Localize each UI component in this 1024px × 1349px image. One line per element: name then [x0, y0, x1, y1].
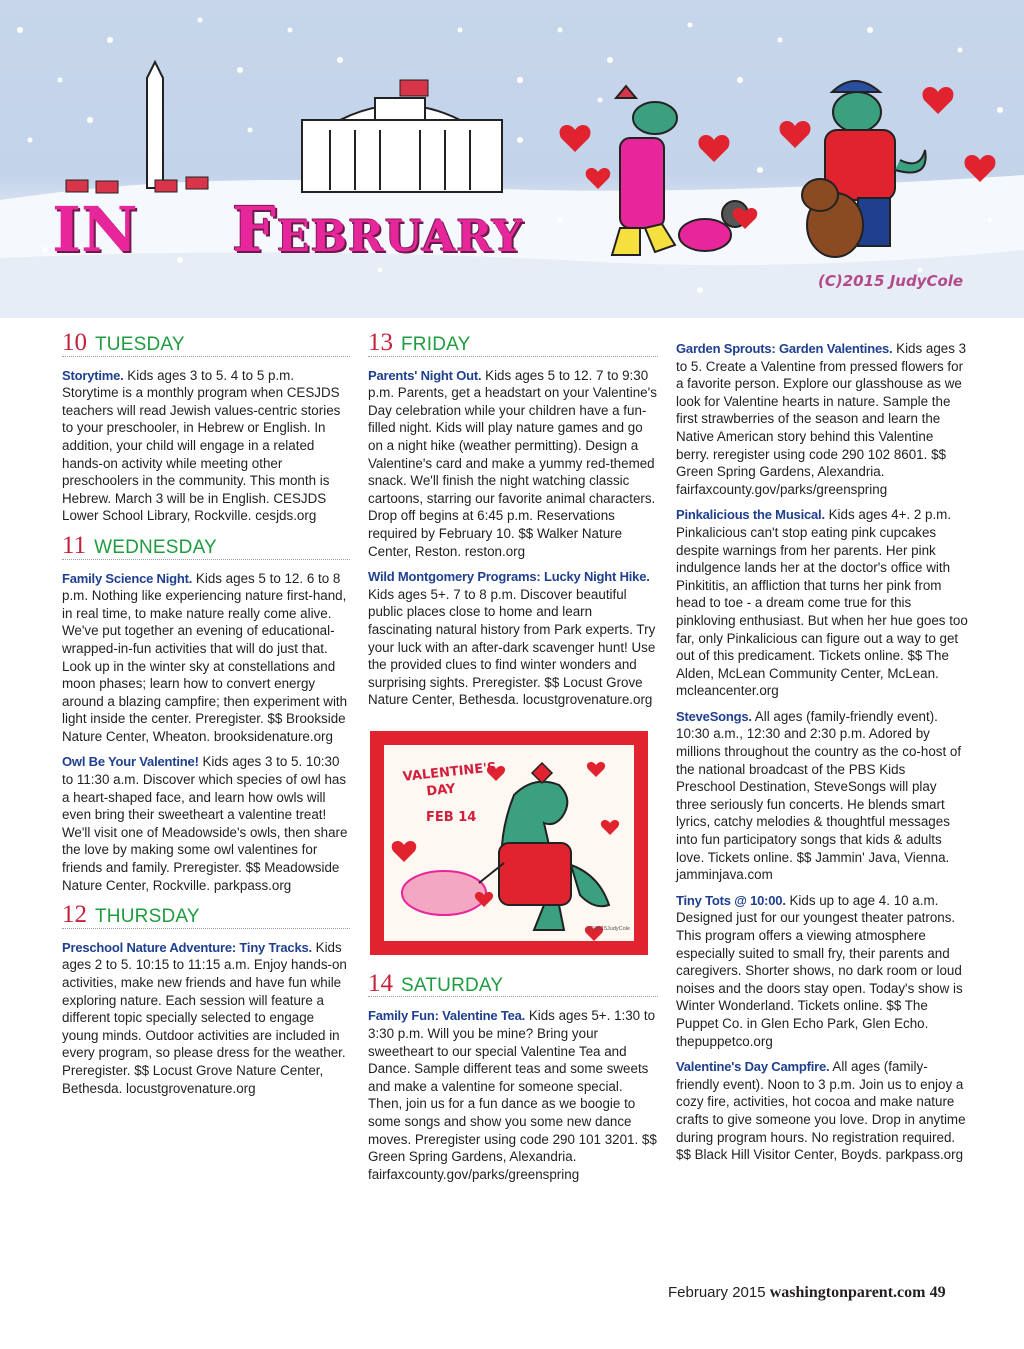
- event-title: Wild Montgomery Programs: Lucky Night Hike.: [368, 569, 650, 585]
- day-number: 10: [62, 329, 87, 356]
- day-header-13: [368, 329, 658, 357]
- event-title: SteveSongs.: [676, 708, 752, 724]
- event-tiny-tracks: [62, 939, 350, 1097]
- column-1: [62, 329, 350, 1105]
- day-number: 13: [368, 329, 393, 356]
- event-tiny-tots: [676, 892, 968, 1050]
- event-body: Kids up to age 4. 10 a.m. Designed just for our youngest theater patrons. This program offers a viewing atmosphere especially suited to small fry, their parents and caregivers. Shorter shows, no dark room or loud noises and the doors stay open. Today's show is Winter Wonderland. Tickets online. $$ The Puppet Co. in Glen Echo Park, Glen Echo. thepuppetco.org: [676, 892, 963, 1049]
- winter-scene-illustration: [0, 0, 1024, 318]
- event-body: All ages (family-friendly event). 10:30 a.m., 12:30 and 2:30 p.m. Adored by millions throughout the country as the co-host of the national broadcast of the PBS Kids Preschool Destination, SteveSongs will play three seriously fun concerts. He blends smart lyrics, catchy melodies & thoughtful messages into fun participatory songs that kids & adults love. Tickets online. $$ Jammin' Java, Vienna. jamminjava.com: [676, 708, 962, 883]
- column-2: [368, 329, 658, 1191]
- card-credit: (C)2015JudyCole: [587, 926, 630, 933]
- day-name: THURSDAY: [95, 906, 200, 928]
- day-header-14: [368, 969, 658, 998]
- card-inner: [384, 745, 634, 941]
- event-title: Owl Be Your Valentine!: [62, 754, 199, 770]
- event-body: Kids ages 3 to 5. 10:30 to 11:30 a.m. Discover which species of owl has a heart-shaped face, and learn how owls will even bring their sweetheart a valentine treat! We'll visit one of Meadowside's owls, then share the love by making some owl valentines for friends and family. Preregister. $$ Meadowside Nature Center, Rockville. parkpass.org: [62, 754, 348, 893]
- page-footer: [668, 1284, 946, 1302]
- white-house-drawing: [302, 98, 502, 192]
- day-header-12: [62, 901, 350, 929]
- footer-site: washingtonparent.com: [769, 1284, 926, 1301]
- event-title: Family Fun: Valentine Tea.: [368, 1008, 526, 1024]
- event-title: Pinkalicious the Musical.: [676, 507, 825, 523]
- event-stevesongs: [676, 708, 968, 884]
- event-title: Tiny Tots @ 10:00.: [676, 892, 786, 908]
- event-lucky-night-hike: [368, 568, 658, 709]
- monument-drawing: [147, 62, 163, 188]
- day-name: WEDNESDAY: [94, 536, 217, 558]
- day-number: 11: [62, 531, 87, 559]
- event-body: All ages (family-friendly event). Noon to 3 p.m. Join us to enjoy a cozy fire, activities, hot cocoa and make nature crafts to give someone you love. Drop in anytime during program hours. No registration required. $$ Black Hill Visitor Center, Boyds. parkpass.org: [676, 1059, 966, 1163]
- event-garden-valentines: [676, 340, 968, 498]
- event-family-science-night: [62, 570, 350, 746]
- event-title: Storytime.: [62, 367, 124, 383]
- banner-title-month: February: [232, 193, 524, 266]
- event-title: Parents' Night Out.: [368, 367, 482, 383]
- valentine-card-illustration: [370, 731, 648, 955]
- event-title: Family Science Night.: [62, 570, 193, 586]
- event-pinkalicious: [676, 506, 968, 700]
- day-header-10: [62, 329, 350, 357]
- event-body: Kids ages 3 to 5. Create a Valentine from pressed flowers for a favorite person. Explore our glasshouse as we look for Valentine hearts in nature. Sample the first strawberries of the season and learn the Native American story behind this Valentine berry. reregister using code 290 102 8601. $$ Green Spring Gardens, Alexandria. fairfaxcounty.gov/parks/greenspring: [676, 341, 967, 497]
- day-name: SATURDAY: [401, 974, 504, 996]
- event-body: Kids ages 4+. 2 p.m. Pinkalicious can't stop eating pink cupcakes despite warnings from her parents. Her pink indulgence lands her at the doctor's office with Pinkititis, an affliction that turns her pink from head to toe - a dream come true for this pinkloving enthusiast. But when her hue goes too far, only Pinkalicious can figure out a way to get out of this predicament. Tickets online. $$ The Alden, McLean Community Center, McLean. mcleancenter.org: [676, 507, 968, 699]
- event-owl-valentine: [62, 753, 350, 894]
- day-name: TUESDAY: [95, 334, 185, 355]
- day-number: 12: [62, 901, 87, 929]
- footer-month: February 2015: [668, 1284, 766, 1301]
- event-parents-night-out: [368, 367, 658, 561]
- day-header-11: [62, 531, 350, 560]
- event-storytime: [62, 367, 350, 525]
- header-illustration: [0, 0, 1024, 318]
- event-title: Garden Sprouts: Garden Valentines.: [676, 341, 893, 356]
- card-date: FEB 14: [426, 809, 477, 825]
- event-body: Kids ages 5+. 1:30 to 3:30 p.m. Will you be mine? Bring your sweetheart to our special Valentine Tea and Dance. Sample different teas and some sweets and make a valentine for someone special. Then, join us for a fun dance as we boogie to some songs and show you some new dance moves. Preregister using code 290 101 3201. $$ Green Spring Gardens, Alexandria. fairfaxcounty.gov/parks/greenspring: [368, 1008, 657, 1182]
- banner-title-in: IN: [52, 193, 138, 266]
- card-line-2: DAY: [425, 781, 457, 800]
- event-body: Kids ages 5+. 7 to 8 p.m. Discover beautiful public places close to home and learn fascinating natural history from Park experts. Try your luck with an after-dark scavenger hunt! Use the provided clues to find winter wonders and surprising sights. Preregister. $$ Locust Grove Nature Center, Bethesda. locustgrovenature.org: [368, 586, 656, 708]
- banner-copyright: (C)2015 JudyCole: [818, 272, 964, 290]
- event-valentine-tea: [368, 1007, 658, 1183]
- day-name: FRIDAY: [401, 334, 471, 355]
- event-title: Preschool Nature Adventure: Tiny Tracks.: [62, 939, 312, 955]
- card-line-1: VALENTINE'S: [402, 760, 498, 785]
- event-body: Kids ages 2 to 5. 10:15 to 11:15 a.m. Enjoy hands-on activities, make new friends and have fun while exploring nature. Each session will feature a different topic specially selected to engage young minds. Outdoor activities are included in every program, so please dress for the weather. Preregister. $$ Locust Grove Nature Center, Bethesda. locustgrovenature.org: [62, 939, 347, 1096]
- event-valentines-campfire: [676, 1058, 968, 1164]
- page-number: 49: [929, 1284, 946, 1301]
- day-number: 14: [368, 969, 393, 997]
- event-body: Kids ages 3 to 5. 4 to 5 p.m. Storytime is a monthly program when CESJDS teachers will read Jewish values-centric stories to your preschooler, in Hebrew or English. In addition, your child will engage in a related hands-on activity while meeting other preschoolers in the community. This month is Hebrew. March 3 will be in English. CESJDS Lower School Library, Rockville. cesjds.org: [62, 367, 341, 524]
- event-title: Valentine's Day Campfire.: [676, 1059, 830, 1075]
- event-body: Kids ages 5 to 12. 6 to 8 p.m. Nothing like experiencing nature first-hand, in real time, to make nature really come alive. We've put together an evening of educational-wrapped-in-fun activities that will do just that. Look up in the winter sky at constellations and moon phases; learn how to convert energy around a blazing campfire; then experiment with light inside the center. Preregister. $$ Brookside Nature Center, Wheaton. brooksidenature.org: [62, 570, 348, 744]
- column-3: [676, 340, 968, 1172]
- event-body: Kids ages 5 to 12. 7 to 9:30 p.m. Parents, get a headstart on your Valentine's Day celebration while your children have a fun-filled night. Kids will play nature games and go on a night hike (weather permitting). Design a Valentine's card and make a yummy red-themed snack. We'll finish the night watching classic cartoons, starring our favorite animal characters. Drop off begins at 6:45 p.m. Reservations required by February 10. $$ Walker Nature Center, Reston. reston.org: [368, 367, 657, 559]
